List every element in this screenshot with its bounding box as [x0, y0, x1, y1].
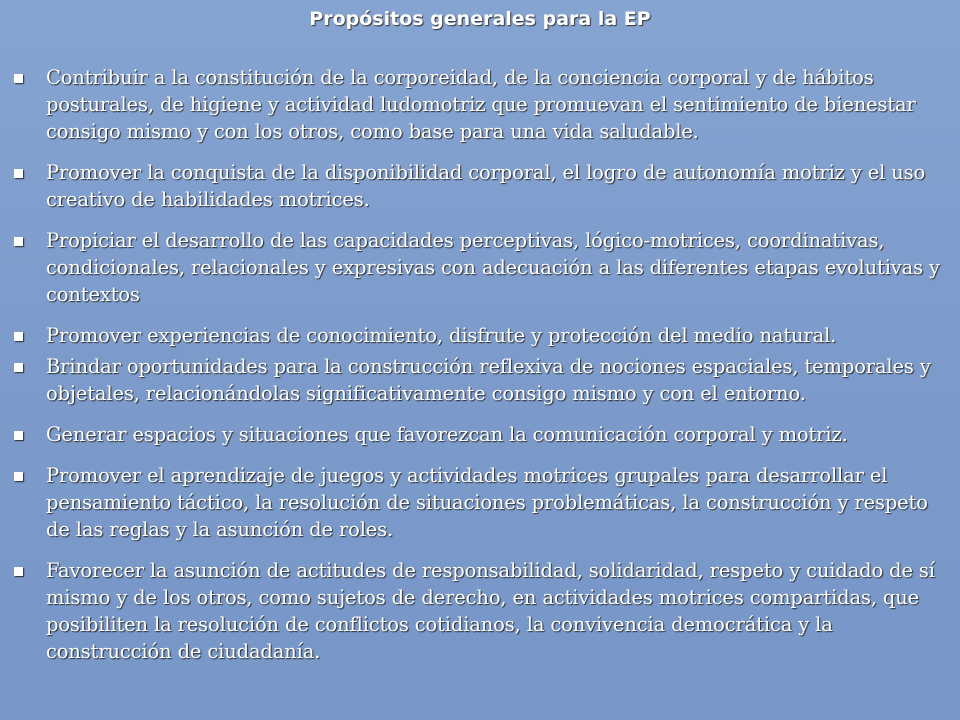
square-bullet-icon [14, 332, 23, 341]
square-bullet-icon [14, 472, 23, 481]
list-item [12, 557, 947, 665]
list-item [12, 227, 947, 308]
square-bullet-icon [14, 567, 23, 576]
list-item [12, 353, 947, 407]
slide-title: Propósitos generales para la EP [309, 8, 651, 30]
list-item [12, 159, 947, 213]
bullet-text: Contribuir a la constitución de la corporeidad, de la conciencia corporal y de hábitos posturales, de higiene y actividad ludomotriz que promuevan el sentimiento de bienestar consigo mismo y con los otros, como base para una vida saludable. [46, 66, 916, 143]
list-item [12, 322, 947, 349]
square-bullet-icon [14, 169, 23, 178]
bullet-text: Propiciar el desarrollo de las capacidades perceptivas, lógico-motrices, coordinativas, condicionales, relacionales y expresivas con adecuación a las diferentes etapas evolutivas y contextos [46, 229, 940, 306]
square-bullet-icon [14, 431, 23, 440]
list-item [12, 64, 947, 145]
bullet-list [12, 64, 947, 665]
bullet-text: Promover la conquista de la disponibilidad corporal, el logro de autonomía motriz y el uso creativo de habilidades motrices. [46, 161, 926, 211]
bullet-text: Generar espacios y situaciones que favorezcan la comunicación corporal y motriz. [46, 423, 848, 446]
list-item [12, 462, 947, 543]
square-bullet-icon [14, 74, 23, 83]
bullet-text: Promover experiencias de conocimiento, disfrute y protección del medio natural. [46, 324, 837, 347]
square-bullet-icon [14, 237, 23, 246]
list-item [12, 421, 947, 448]
bullet-text: Promover el aprendizaje de juegos y actividades motrices grupales para desarrollar el pensamiento táctico, la resolución de situaciones problemáticas, la construcción y respeto de las reglas y la asunción de roles. [46, 464, 928, 541]
square-bullet-icon [14, 363, 23, 372]
bullet-text: Brindar oportunidades para la construcción reflexiva de nociones espaciales, temporales y objetales, relacionándolas significativamente consigo mismo y con el entorno. [46, 355, 931, 405]
bullet-text: Favorecer la asunción de actitudes de responsabilidad, solidaridad, respeto y cuidado de sí mismo y de los otros, como sujetos de derecho, en actividades motrices compartidas, que posibiliten la resolución de conflictos cotidianos, la convivencia democrática y la construcción de ciudadanía. [46, 559, 935, 663]
